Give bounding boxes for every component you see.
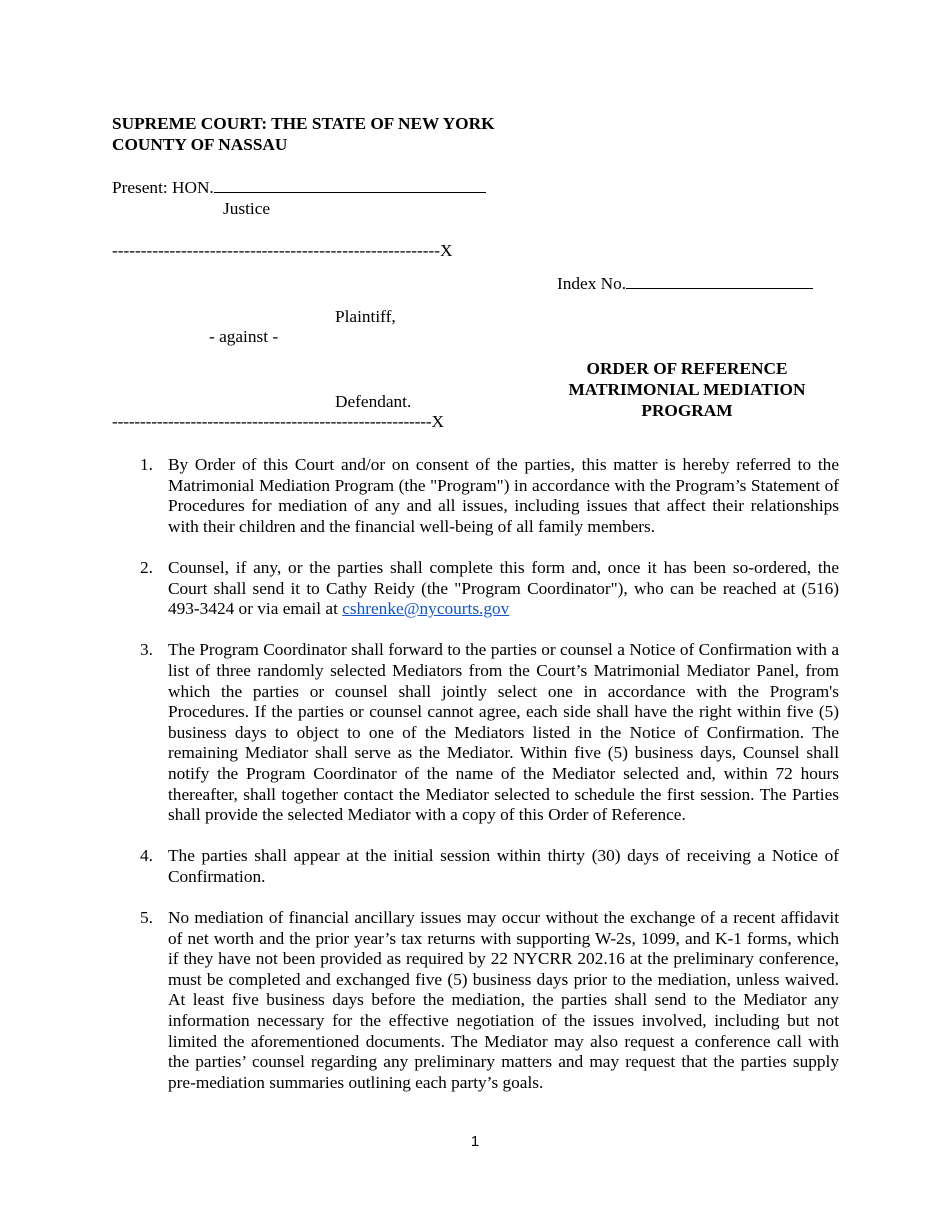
item-number: 4. bbox=[140, 846, 153, 866]
list-item bbox=[113, 455, 839, 537]
defendant-label: Defendant. bbox=[335, 392, 412, 411]
order-paragraphs bbox=[113, 455, 839, 1114]
title-line-1: ORDER OF REFERENCE bbox=[586, 359, 788, 378]
title-line-2: MATRIMONIAL MEDIATION bbox=[568, 380, 806, 399]
item-text: No mediation of financial ancillary issues may occur without the exchange of a recent affidavit of net worth and the prior year’s tax returns with supporting W-2s, 1099, and K-1 forms, which if they have not been provided as required by 22 NYCRR 202.16 at the preliminary conference, must be completed and exchanged five (5) business days prior to the mediation, unless waived. At least five business days before the mediation, the parties shall send to the Mediator any information necessary for the effective negotiation of the issues involved, including but not limited the aforementioned documents. The Mediator may also request a conference call with the parties’ counsel regarding any preliminary matters and may request that the parties supply pre-mediation summaries outlining each party’s goals. bbox=[168, 908, 839, 1092]
justice-label: Justice bbox=[223, 199, 271, 218]
coordinator-email-link[interactable]: cshrenke@nycourts.gov bbox=[342, 599, 510, 619]
list-item bbox=[113, 846, 839, 887]
present-hon-line bbox=[112, 177, 486, 199]
title-line-3: PROGRAM bbox=[641, 401, 733, 420]
index-label: Index No. bbox=[557, 274, 627, 293]
index-number-line bbox=[557, 273, 813, 295]
item-number: 3. bbox=[140, 640, 153, 660]
county-name: COUNTY OF NASSAU bbox=[112, 135, 288, 154]
caption-separator-top: ---------------------------------------------------------X bbox=[112, 241, 453, 260]
caption-separator-bottom: ---------------------------------------------------------X bbox=[112, 412, 444, 431]
court-name: SUPREME COURT: THE STATE OF NEW YORK bbox=[112, 114, 495, 133]
list-item bbox=[113, 640, 839, 825]
document-title bbox=[530, 358, 844, 421]
item-number: 5. bbox=[140, 908, 153, 928]
item-text: Counsel, if any, or the parties shall complete this form and, once it has been so-ordered, the Court shall send it to Cathy Reidy (the "Program Coordinator"), who can be reached at (516) 493-3424 or via email at bbox=[168, 557, 839, 619]
present-label: Present: HON. bbox=[112, 178, 214, 197]
index-number-blank[interactable] bbox=[626, 273, 813, 289]
against-label: - against - bbox=[209, 327, 279, 346]
plaintiff-label: Plaintiff, bbox=[335, 307, 396, 326]
item-number: 2. bbox=[140, 557, 153, 577]
list-item bbox=[113, 558, 839, 620]
judge-name-blank[interactable] bbox=[214, 177, 486, 193]
item-number: 1. bbox=[140, 455, 153, 474]
item-text: By Order of this Court and/or on consent of the parties, this matter is hereby referred to the Matrimonial Mediation Program (the "Program") in accordance with the Program’s Statement of Procedures for mediation of any and all issues, including issues that affect their relationships with their children and the financial well-being of all family members. bbox=[168, 455, 839, 536]
item-text: The parties shall appear at the initial session within thirty (30) days of receiving a Notice of Confirmation. bbox=[168, 846, 839, 886]
list-item bbox=[113, 908, 839, 1093]
page-number: 1 bbox=[470, 1133, 480, 1150]
item-text: The Program Coordinator shall forward to the parties or counsel a Notice of Confirmation with a list of three randomly selected Mediators from the Court’s Matrimonial Mediator Panel, from which the parties or counsel shall jointly select one in accordance with the Program's Procedures. If the parties or counsel cannot agree, each side shall have the right within five (5) business days to object to one of the Mediators listed in the Notice of Confirmation. The remaining Mediator shall serve as the Mediator. Within five (5) business days, Counsel shall notify the Program Coordinator of the name of the Mediator selected and, within 72 hours thereafter, shall together contact the Mediator selected to schedule the first session. The Parties shall provide the selected Mediator with a copy of this Order of Reference. bbox=[168, 640, 839, 825]
